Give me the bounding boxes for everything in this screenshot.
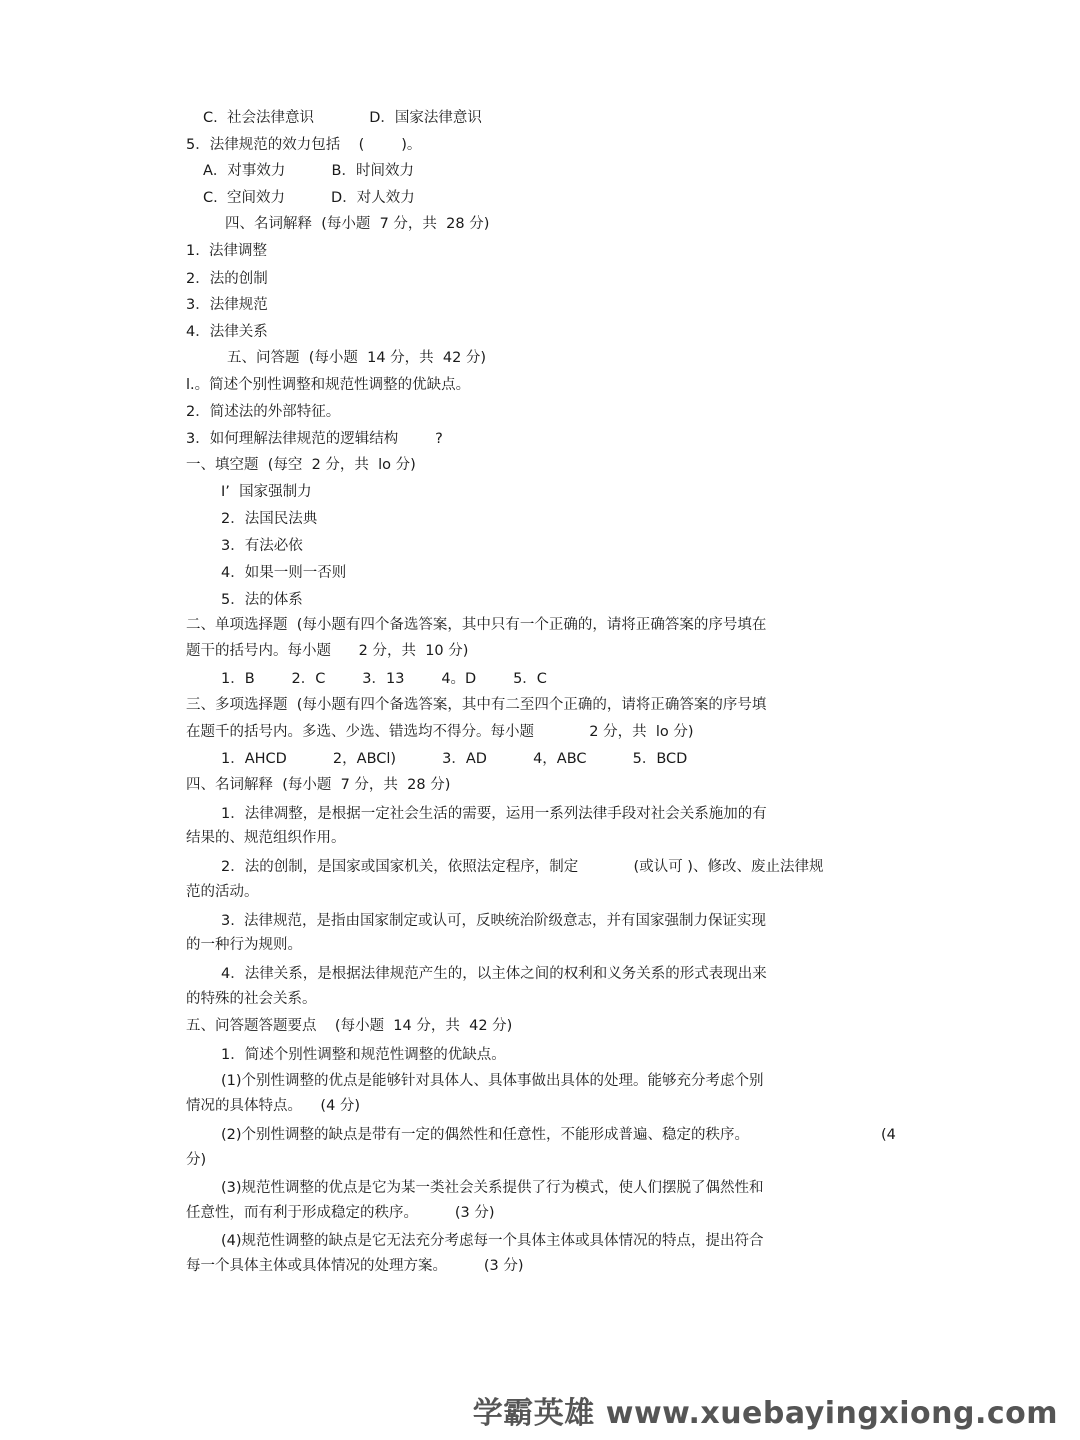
answer-line: I’ 国家强制力 (221, 484, 312, 500)
answer-line: 4．如果一则一否则 (221, 565, 347, 581)
text-line: 3．如何理解法律规范的逻辑结构 ? (186, 431, 443, 447)
text-line: 在题千的括号内。多选、少选、错选均不得分。每小题 2 分，共 lo 分) (186, 724, 694, 740)
text-line: 4．法律关系 (186, 324, 268, 340)
text-line: 结果的、规范组织作用。 (186, 830, 346, 846)
text-line: 任意性，而有利于形成稳定的秩序。 (3 分) (186, 1205, 495, 1221)
text-line: 5．法律规范的效力包括 ( )。 (186, 137, 422, 153)
text-line: 分) (186, 1152, 207, 1168)
score-note: (4 (881, 1127, 896, 1143)
text-line: C. 空间效力 D．对人效力 (203, 190, 415, 206)
text-line: 1. 法律调整 (186, 243, 268, 259)
text-line: 情况的具体特点。 (4 分) (186, 1098, 361, 1114)
section-heading: 五、问答题答题要点 (每小题 14 分，共 42 分) (186, 1018, 513, 1034)
section-heading: 三、多项选择题 (每小题有四个备选答案，其中有二至四个正确的，请将正确答案的序号填 (186, 697, 767, 713)
answer-line: (4)规范性调整的缺点是它无法充分考虑每一个具体主体或具体情况的特点，提出符合 (221, 1233, 764, 1249)
section-heading: 四、名词解释 (每小题 7 分，共 28 分) (225, 216, 490, 232)
text-line: 每一个具体主体或具体情况的处理方案。 (3 分) (186, 1258, 524, 1274)
text-line: 2．法的创制 (186, 271, 268, 287)
text-line: l.。简述个别性调整和规范性调整的优缺点。 (186, 377, 471, 393)
text-line: 范的活动。 (186, 884, 259, 900)
answer-line: 4．法律关系，是根据法律规范产生的，以主体之间的权利和义务关系的形式表现出来 (221, 966, 767, 982)
watermark-footer (0, 1380, 1080, 1440)
text-line: C. 社会法律意识 D．国家法律意识 (203, 110, 482, 126)
section-heading: 五、问答题 (每小题 14 分，共 42 分) (227, 350, 487, 366)
answer-line: (3)规范性调整的优点是它为某一类社会关系提供了行为模式，使人们摆脱了偶然性和 (221, 1180, 764, 1196)
text-line: 2．简述法的外部特征。 (186, 404, 341, 420)
answer-line: (2)个别性调整的缺点是带有一定的偶然性和任意性，不能形成普遍、稳定的秩序。 (221, 1127, 750, 1143)
answer-line: 1．法律凋整，是根据一定社会生活的需要，运用一系列法律手段对社会关系施加的有 (221, 806, 767, 822)
answer-line: (1)个别性调整的优点是能够针对具体人、具体事做出具体的处理。能够充分考虑个别 (221, 1073, 764, 1089)
answer-line: 2．法国民法典 (221, 511, 318, 527)
text-line: 题干的括号内。每小题 2 分，共 10 分) (186, 643, 469, 659)
answer-line: 3. 法律规范，是指由国家制定或认可，反映统治阶级意志，并有国家强制力保证实现 (221, 913, 767, 929)
site-watermark[interactable]: 学霸英雄 www.xuebayingxiong.com (472, 1396, 1058, 1431)
section-heading: 四、名词解释 (每小题 7 分，共 28 分) (186, 777, 451, 793)
answer-line: 1．AHCD 2，ABCl) 3．AD 4，ABC 5．BCD (221, 751, 688, 767)
answer-line: 1．简述个别性调整和规范性调整的优缺点。 (221, 1047, 506, 1063)
answer-line: 3．有法必依 (221, 538, 303, 554)
section-heading: 二、单项选择题 (每小题有四个备选答案，其中只有一个正确的，请将正确答案的序号填在 (186, 617, 767, 633)
text-line: 的一种行为规则。 (186, 937, 302, 953)
text-line: 的特殊的社会关系。 (186, 991, 317, 1007)
text-line: 3．法律规范 (186, 297, 268, 313)
answer-line: 5．法的体系 (221, 592, 303, 608)
answer-line: 2．法的创制，是国家或国家机关，依照法定程序，制定 (或认可 )、修改、废止法律规 (221, 859, 824, 875)
section-heading: 一、填空题 (每空 2 分，共 lo 分) (186, 457, 416, 473)
text-line: A．对事效力 B．时间效力 (203, 163, 414, 179)
answer-line: 1．B 2．C 3．13 4。D 5．C (221, 671, 547, 687)
